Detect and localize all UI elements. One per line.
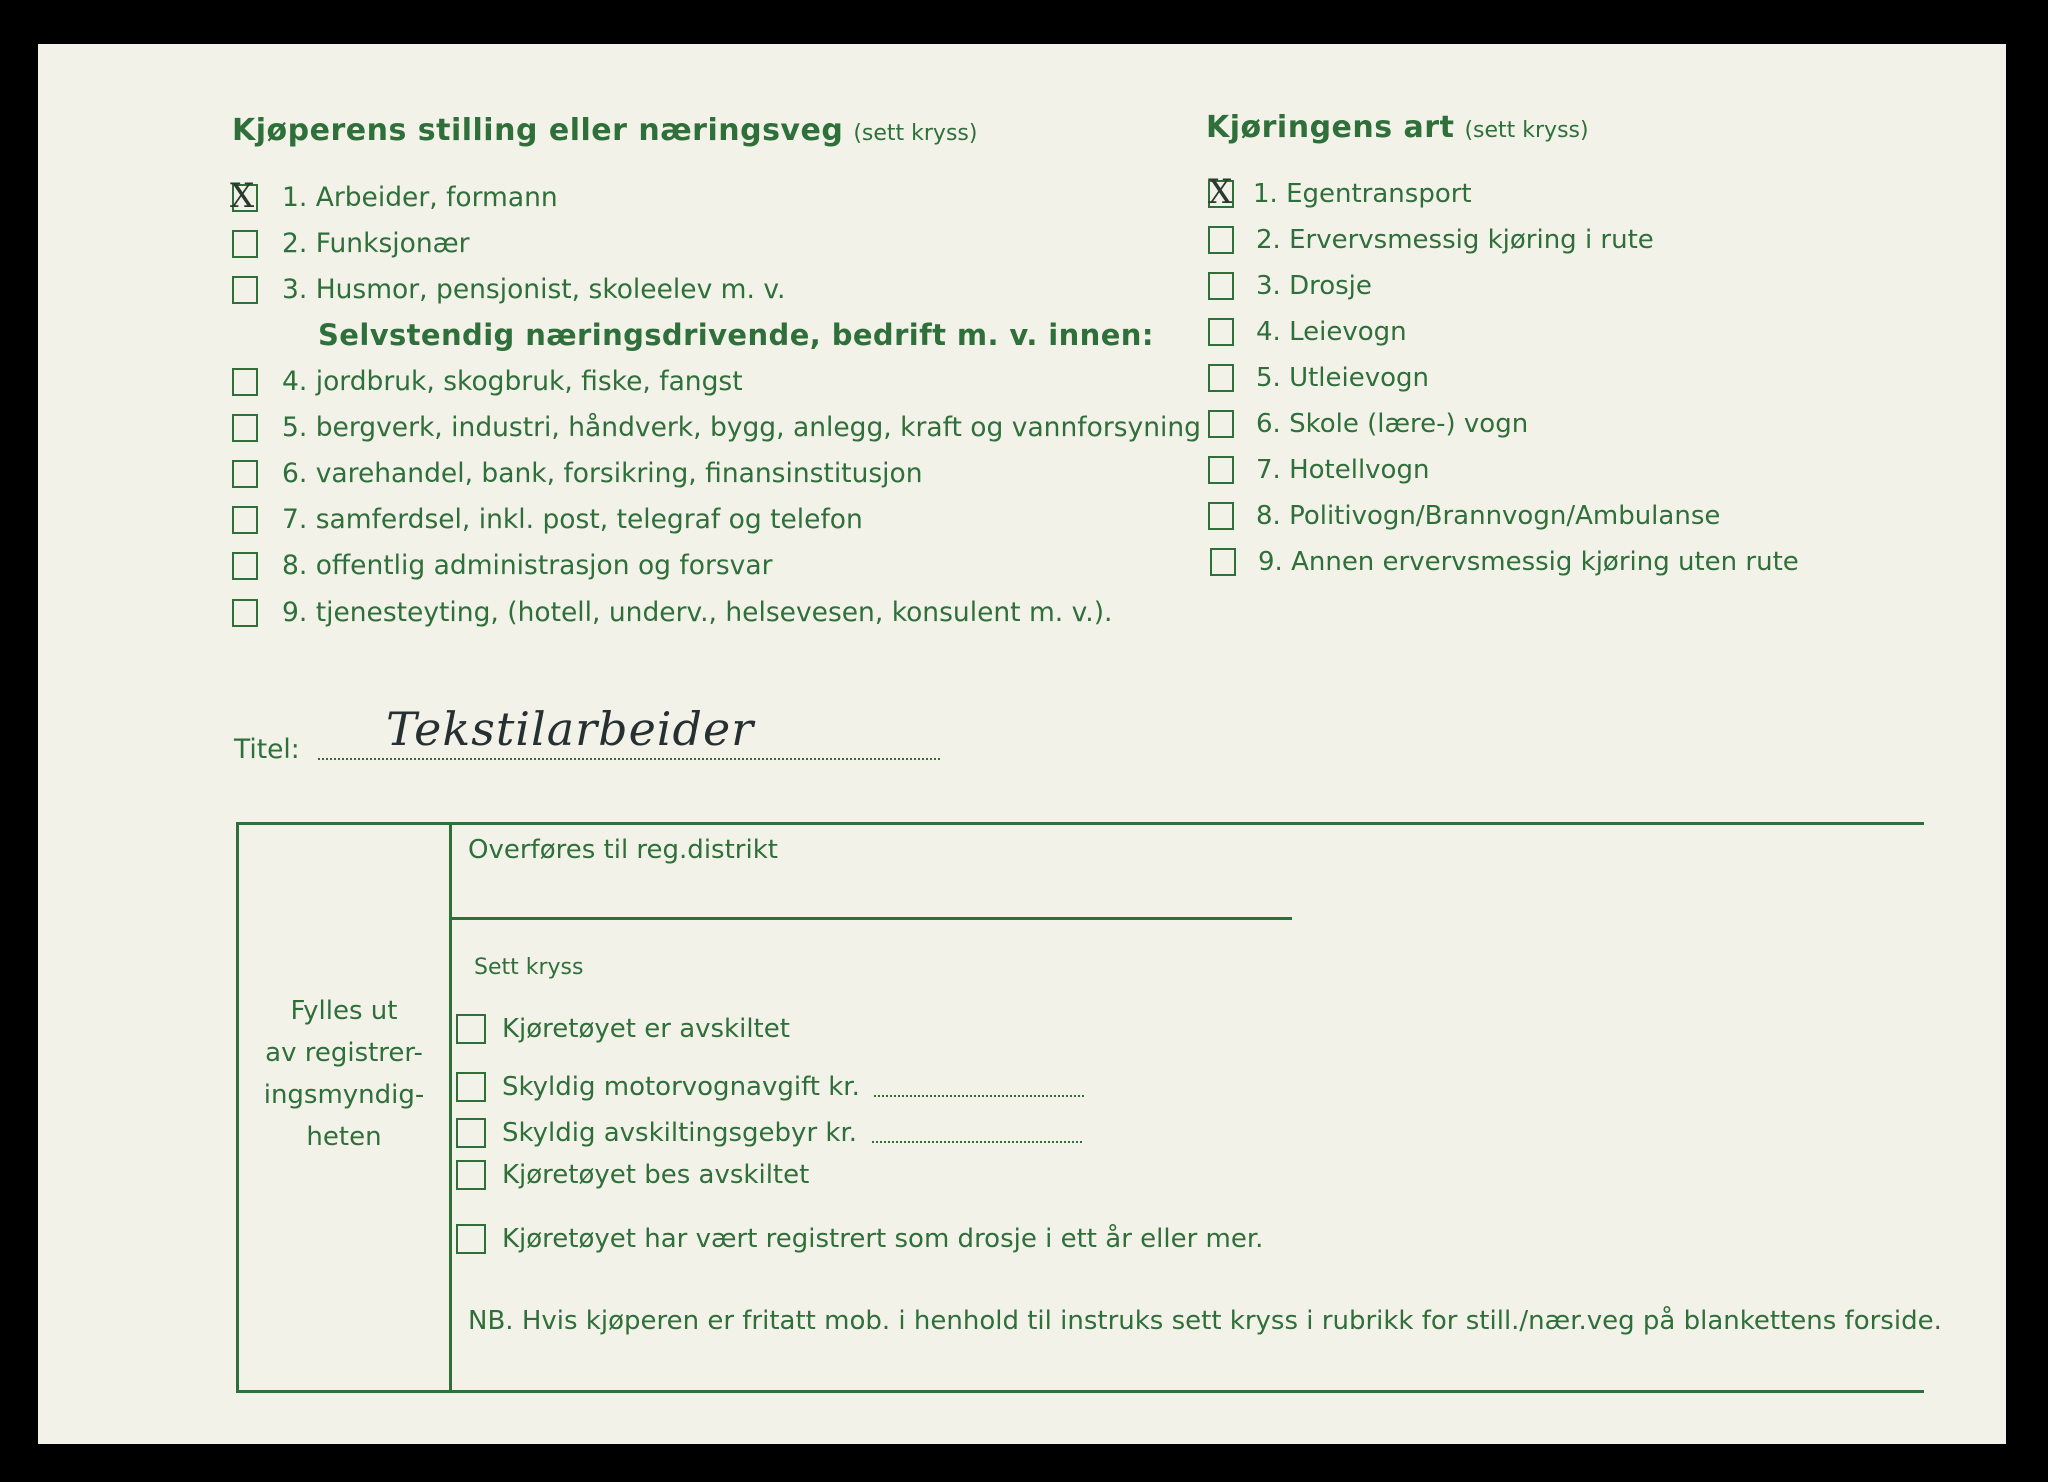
registry-box-top-border xyxy=(236,822,1924,825)
driving-item-2: 2. Ervervsmessig kjøring i rute xyxy=(1256,225,1654,255)
title-label: Titel: xyxy=(234,734,300,765)
transfer-underline xyxy=(449,917,1292,920)
checkbox-offentlig[interactable] xyxy=(232,552,258,580)
self-employed-subheading: Selvstendig næringsdrivende, bedrift m. v. innen: xyxy=(318,318,1154,352)
check-mark: X xyxy=(1208,172,1233,212)
registry-item-3: Skyldig avskiltingsgebyr kr. xyxy=(502,1118,858,1148)
buyer-item-1: 1. Arbeider, formann xyxy=(282,182,558,213)
buyer-item-7: 7. samferdsel, inkl. post, telegraf og telefon xyxy=(282,504,863,535)
avskiltingsgebyr-amount-line[interactable] xyxy=(872,1141,1082,1143)
registry-box-divider xyxy=(449,822,452,1393)
buyer-heading xyxy=(232,113,978,148)
buyer-heading-hint: (sett kryss) xyxy=(853,121,978,146)
driving-item-1: 1. Egentransport xyxy=(1253,179,1472,209)
driving-item-3: 3. Drosje xyxy=(1256,271,1372,301)
driving-heading-hint: (sett kryss) xyxy=(1464,118,1589,143)
checkbox-motorvognavgift[interactable] xyxy=(456,1072,486,1102)
title-dotted-line xyxy=(318,758,940,760)
driving-item-7: 7. Hotellvogn xyxy=(1256,455,1430,485)
driving-item-8: 8. Politivogn/Brannvogn/Ambulanse xyxy=(1256,501,1721,531)
side-label-line: av registrer- xyxy=(265,1038,423,1068)
buyer-item-5: 5. bergverk, industri, håndverk, bygg, anlegg, kraft og vannforsyning xyxy=(282,412,1201,443)
checkbox-leievogn[interactable] xyxy=(1208,318,1234,346)
driving-item-6: 6. Skole (lære-) vogn xyxy=(1256,409,1529,439)
registry-box-bottom-border xyxy=(236,1390,1924,1393)
buyer-item-9: 9. tjenesteyting, (hotell, underv., helsevesen, konsulent m. v.). xyxy=(282,597,1113,628)
driving-item-5: 5. Utleievogn xyxy=(1256,363,1430,393)
side-label-line: heten xyxy=(306,1122,382,1152)
registry-item-2: Skyldig motorvognavgift kr. xyxy=(502,1072,860,1102)
buyer-item-3: 3. Husmor, pensjonist, skoleelev m. v. xyxy=(282,274,786,305)
buyer-item-2: 2. Funksjonær xyxy=(282,228,470,259)
check-mark: X xyxy=(230,176,255,216)
registry-item-5: Kjøretøyet har vært registrert som drosje i ett år eller mer. xyxy=(502,1224,1264,1254)
checkbox-annen[interactable] xyxy=(1210,548,1236,576)
checkbox-avskiltet[interactable] xyxy=(456,1014,486,1044)
checkbox-utleievogn[interactable] xyxy=(1208,364,1234,392)
transfer-label: Overføres til reg.distrikt xyxy=(468,835,778,865)
driving-heading xyxy=(1206,110,1589,145)
checkbox-samferdsel[interactable] xyxy=(232,506,258,534)
checkbox-funksjonaer[interactable] xyxy=(232,230,258,258)
registry-item-4: Kjøretøyet bes avskiltet xyxy=(502,1160,810,1190)
registry-box-left-border xyxy=(236,822,239,1393)
checkbox-bes-avskiltet[interactable] xyxy=(456,1160,486,1190)
buyer-item-4: 4. jordbruk, skogbruk, fiske, fangst xyxy=(282,366,743,397)
checkbox-drosje-ett-aar[interactable] xyxy=(456,1224,486,1254)
buyer-item-6: 6. varehandel, bank, forsikring, finansinstitusjon xyxy=(282,458,923,489)
checkbox-bergverk[interactable] xyxy=(232,414,258,442)
checkbox-hotellvogn[interactable] xyxy=(1208,456,1234,484)
registry-note: NB. Hvis kjøperen er fritatt mob. i henhold til instruks sett kryss i rubrikk for still./nær.veg på blankettens forside. xyxy=(468,1306,1942,1336)
motorvognavgift-amount-line[interactable] xyxy=(874,1095,1084,1097)
checkbox-politivogn[interactable] xyxy=(1208,502,1234,530)
form-sheet xyxy=(38,44,2006,1444)
checkbox-tjenesteyting[interactable] xyxy=(232,599,258,627)
checkbox-varehandel[interactable] xyxy=(232,460,258,488)
driving-heading-text: Kjøringens art xyxy=(1206,110,1455,145)
side-label-line: Fylles ut xyxy=(290,996,398,1026)
buyer-heading-text: Kjøperens stilling eller næringsveg xyxy=(232,113,844,148)
checkbox-avskiltingsgebyr[interactable] xyxy=(456,1118,486,1148)
registry-hint: Sett kryss xyxy=(474,955,584,980)
title-handwritten-value[interactable]: Tekstilarbeider xyxy=(386,702,755,756)
driving-item-4: 4. Leievogn xyxy=(1256,317,1407,347)
driving-item-9: 9. Annen ervervsmessig kjøring uten rute xyxy=(1258,547,1799,577)
registry-side-label xyxy=(250,990,438,1158)
side-label-line: ingsmyndig- xyxy=(263,1080,425,1110)
checkbox-jordbruk[interactable] xyxy=(232,368,258,396)
buyer-item-8: 8. offentlig administrasjon og forsvar xyxy=(282,550,773,581)
checkbox-husmor[interactable] xyxy=(232,276,258,304)
checkbox-drosje[interactable] xyxy=(1208,272,1234,300)
checkbox-skolevogn[interactable] xyxy=(1208,410,1234,438)
checkbox-rute[interactable] xyxy=(1208,226,1234,254)
registry-item-1: Kjøretøyet er avskiltet xyxy=(502,1014,790,1044)
